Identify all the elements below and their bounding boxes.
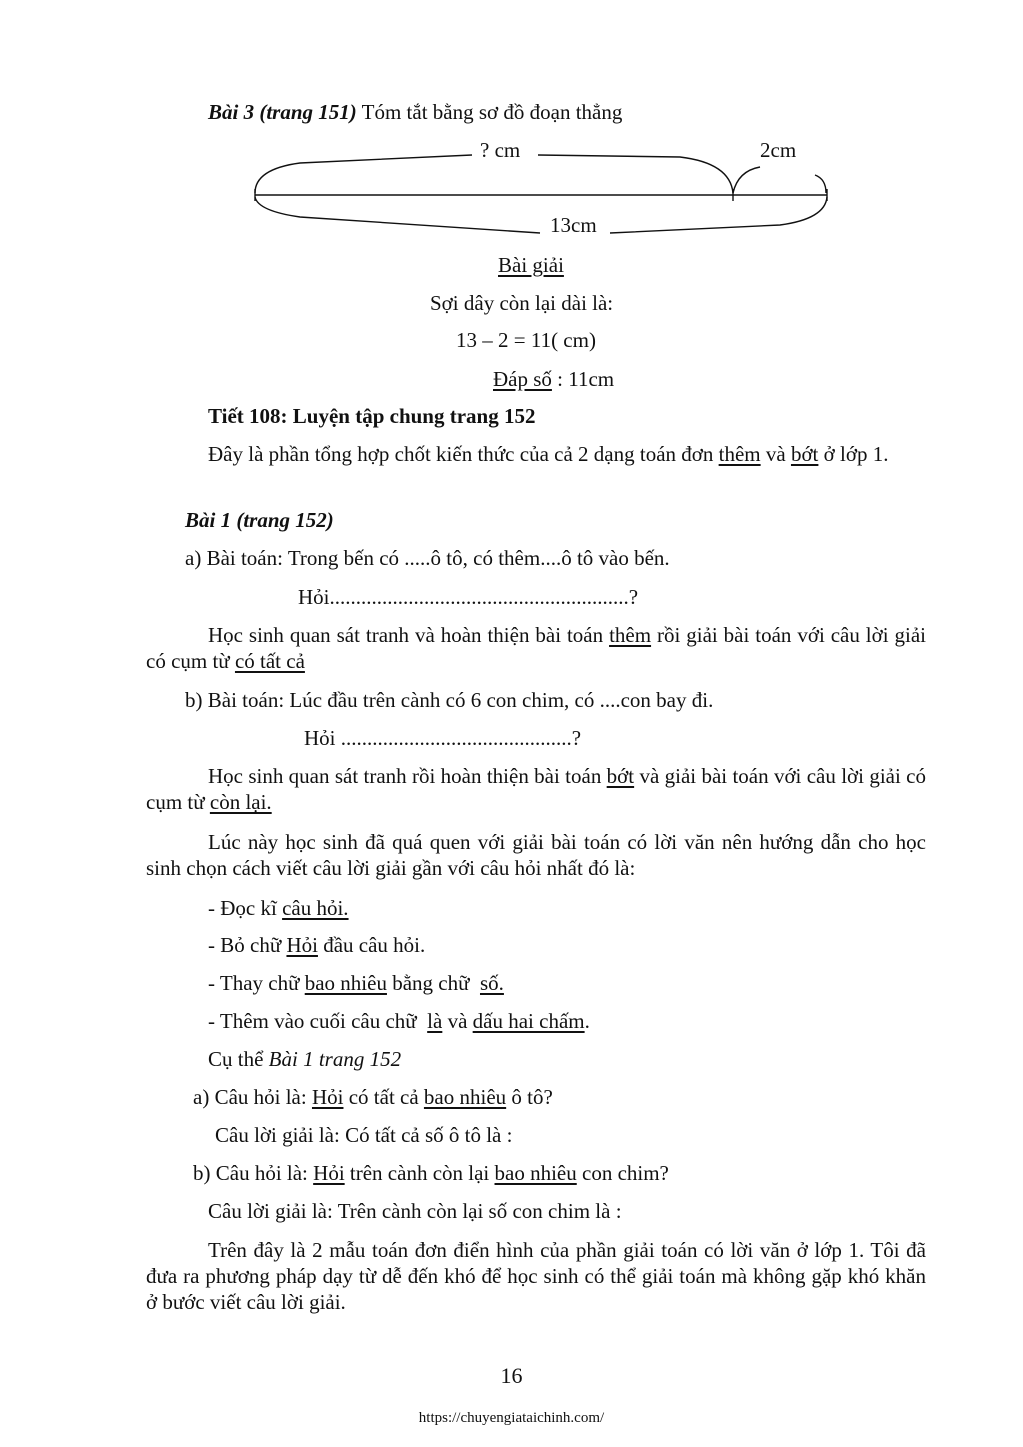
step-1-u: câu hỏi. [282,896,349,920]
step-2-text-2: đầu câu hỏi. [317,933,426,957]
step-3-text-2: bằng chữ [386,971,480,995]
a-note-them: thêm [609,623,652,647]
a-note-phrase: có tất cả [234,649,305,673]
ex-b-hoi: Hỏi [313,1161,345,1185]
step-3-u1: bao nhiêu [304,971,387,995]
step-4-u2: dấu hai chấm [472,1009,585,1033]
step-4-text: - Thêm vào cuối câu chữ [208,1009,428,1033]
bai1-b-note [146,763,926,815]
intro-bot: bớt [790,442,819,466]
bai1-a-question: Hỏi.........................................................? [298,585,639,609]
example-intro-text: Cụ thể [208,1047,269,1071]
segment-diagram [240,135,840,245]
b-note-bot: bớt [606,764,635,788]
top-brace-right [538,155,733,193]
intro-end: ở lớp 1. [818,442,889,466]
top-brace-left [255,155,472,193]
bai1-a-note [146,622,926,674]
guidance-paragraph: Lúc này học sinh đã quá quen với giải bài toán có lời văn nên hướng dẫn cho học sinh chọn cách viết câu lời giải gần với câu hỏi nhất đó là: [146,830,926,880]
example-intro [208,1046,401,1072]
step-2-text: - Bỏ chữ [208,933,287,957]
b-note-phrase: còn lại. [209,790,272,814]
intro-va: và [760,442,791,466]
ex-a-hoi: Hỏi [311,1085,344,1109]
ex-a-q1: a) Câu hỏi là: [193,1085,312,1109]
page-number: 16 [500,1363,523,1388]
example-b-answer: Câu lời giải là: Trên cành còn lại số con chim là : [208,1199,622,1223]
label-2cm: 2cm [760,138,797,162]
step-1 [208,895,349,921]
bai3-title: Bài 3 (trang 151) [208,100,357,124]
bai1-heading: Bài 1 (trang 152) [185,508,334,532]
ex-a-bn: bao nhiêu [423,1085,507,1109]
step-2 [208,932,425,958]
step-1-text: - Đọc kĩ [208,896,283,920]
b-problem-text: Bài toán: Lúc đầu trên cành có 6 con chim, có ....con bay đi. [207,688,714,712]
step-4 [208,1008,590,1034]
tiet108-intro [146,441,926,467]
b-note-text: Học sinh quan sát tranh rồi hoàn thiện bài toán [208,764,607,788]
small-brace-left [733,167,760,193]
step-4-text-2: và [442,1009,473,1033]
bai1-b-problem [185,687,713,713]
solution-line-2: 13 – 2 = 11( cm) [456,328,596,352]
small-brace-right [815,175,826,193]
example-a-question [193,1084,553,1110]
label-question-cm: ? cm [480,138,521,162]
intro-text: Đây là phần tổng hợp chốt kiến thức của cả 2 dạng toán đơn [208,442,719,466]
step-4-end: . [584,1009,590,1033]
label-13cm: 13cm [550,213,597,237]
a-note-text-2: rồi giải bài toán với câu lời giải có cụm từ [146,623,926,673]
tiet108-heading: Tiết 108: Luyện tập chung trang 152 [208,404,536,428]
a-note-text: Học sinh quan sát tranh và hoàn thiện bài toán [208,623,610,647]
bottom-brace-right [610,197,827,233]
solution-line-1: Sợi dây còn lại dài là: [430,291,614,315]
example-b-question [193,1160,669,1186]
bottom-brace-left [255,197,540,233]
step-3 [208,970,504,996]
solution-title: Bài giải [498,253,564,277]
answer-value: : 11cm [551,367,615,391]
answer-line [493,366,614,392]
intro-them: thêm [718,442,761,466]
conclusion-paragraph: Trên đây là 2 mẫu toán đơn điển hình của phần giải toán có lời văn ở lớp 1. Tôi đã đưa ra phương pháp dạy từ dễ đến khó để học sinh có thể giải toán mà không gặp khó khăn ở bước viết câu lời giải. [146,1238,926,1314]
step-3-u2: số. [479,971,504,995]
ex-b-bn: bao nhiêu [494,1161,577,1185]
example-a-answer: Câu lời giải là: Có tất cả số ô tô là : [215,1123,513,1147]
bai3-heading [208,99,622,125]
step-2-u: Hỏi [286,933,318,957]
ex-a-q3: ô tô? [506,1085,553,1109]
step-4-u1: là [427,1009,443,1033]
example-intro-italic: Bài 1 trang 152 [268,1047,402,1071]
bai1-b-question: Hỏi ............................................? [304,726,582,750]
ex-b-q2: trên cành còn lại [344,1161,495,1185]
step-3-text: - Thay chữ [208,971,305,995]
ex-a-q2: có tất cả [343,1085,424,1109]
answer-label: Đáp số [493,367,552,391]
b-label: b) [185,688,203,712]
bai1-a-problem: a) Bài toán: Trong bến có .....ô tô, có thêm....ô tô vào bến. [185,546,670,570]
ex-b-q3: con chim? [576,1161,669,1185]
footer-url: https://chuyengiataichinh.com/ [418,1410,605,1426]
b-note-text-2: và giải bài toán với câu lời giải có cụm từ [146,764,926,814]
bai3-title-rest: Tóm tắt bằng sơ đồ đoạn thẳng [356,100,623,124]
ex-b-q1: b) Câu hỏi là: [193,1161,314,1185]
